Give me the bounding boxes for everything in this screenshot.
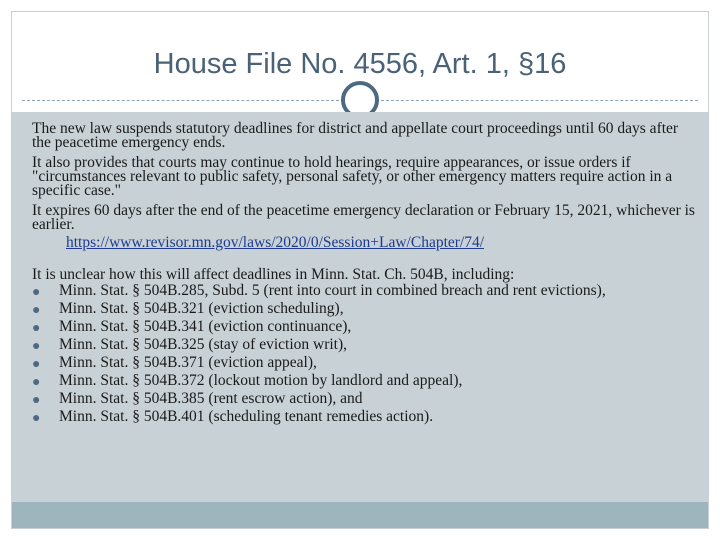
body-text — [32, 122, 696, 428]
bullet-icon: ● — [32, 393, 41, 408]
paragraph-expiration: It expires 60 days after the end of the peacetime emergency declaration or February 15, 2021, whichever is earlier. — [32, 202, 695, 233]
bullet-icon: ● — [32, 321, 41, 336]
bullet-icon: ● — [32, 375, 41, 390]
bullet-icon: ● — [32, 357, 41, 372]
list-item: ● Minn. Stat. § 504B.285, Subd. 5 (rent into court in combined breach and rent evictions), — [32, 282, 606, 300]
list-item: ● Minn. Stat. § 504B.321 (eviction scheduling), — [32, 300, 344, 318]
list-item: ● Minn. Stat. § 504B.341 (eviction continuance), — [32, 318, 352, 336]
slide — [11, 11, 709, 529]
paragraph-hearings: It also provides that courts may continue to hold hearings, require appearances, or issue orders if "circumstances relevant to public safety, personal safety, or other emergency matters require action in a specific case." — [32, 154, 673, 199]
bullet-icon: ● — [32, 285, 41, 300]
list-item: ● Minn. Stat. § 504B.325 (stay of eviction writ), — [32, 336, 348, 354]
footer-band — [12, 502, 708, 528]
list-item: ● Minn. Stat. § 504B.385 (rent escrow action), and — [32, 390, 363, 408]
list-item: ● Minn. Stat. § 504B.401 (scheduling tenant remedies action). — [32, 408, 434, 426]
bullet-icon: ● — [32, 411, 41, 426]
list-item: ● Minn. Stat. § 504B.372 (lockout motion by landlord and appeal), — [32, 372, 463, 390]
bullet-icon: ● — [32, 339, 41, 354]
content-area — [12, 112, 708, 502]
paragraph-suspension: The new law suspends statutory deadlines for district and appellate court proceedings until 60 days after the peacetime emergency ends. — [32, 120, 679, 151]
list-intro: It is unclear how this will affect deadlines in Minn. Stat. Ch. 504B, including: — [32, 266, 515, 283]
link-line — [66, 236, 696, 250]
revisor-link[interactable]: https://www.revisor.mn.gov/laws/2020/0/Session+Law/Chapter/74/ — [66, 234, 485, 251]
statute-list — [32, 284, 696, 424]
bullet-icon: ● — [32, 303, 41, 318]
slide-title: House File No. 4556, Art. 1, §16 — [153, 48, 567, 80]
list-item: ● Minn. Stat. § 504B.371 (eviction appeal), — [32, 354, 317, 372]
